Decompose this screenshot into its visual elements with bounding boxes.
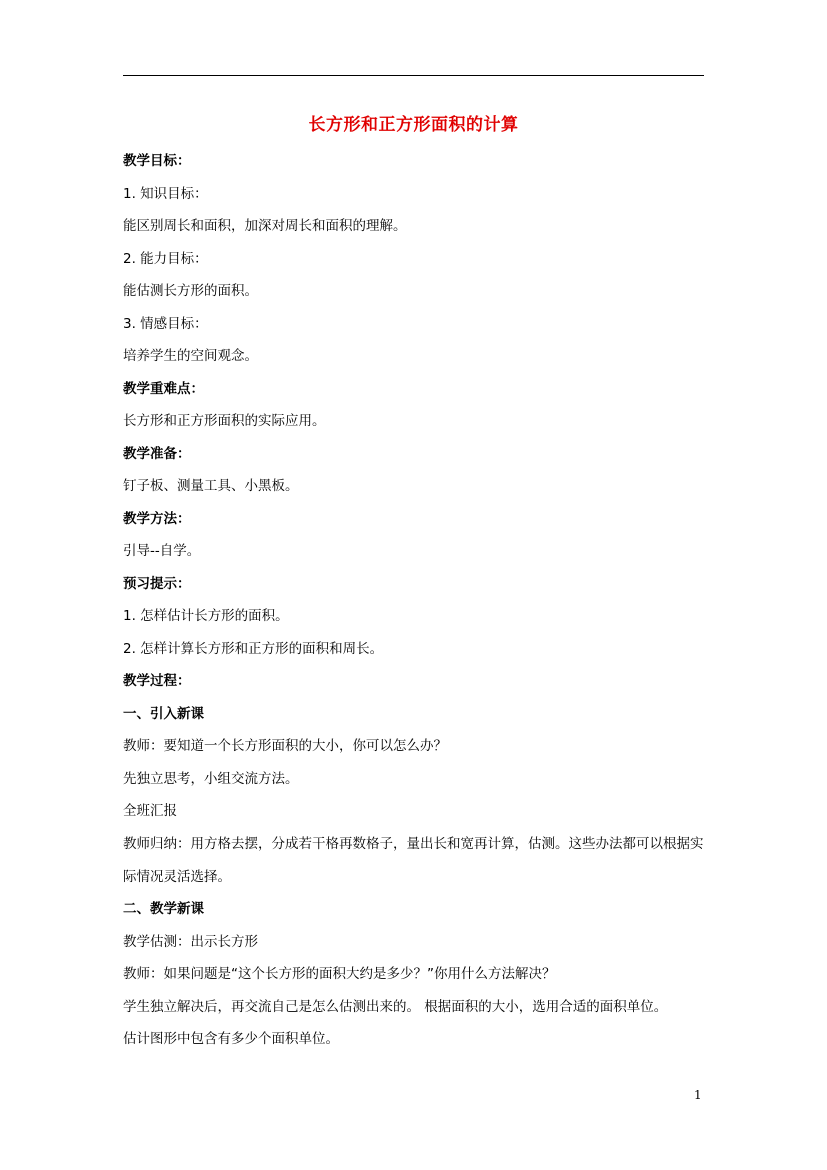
paragraph: 引导--自学。	[123, 543, 201, 559]
section-heading: 教学过程：	[123, 673, 191, 689]
header-rule	[123, 75, 704, 76]
paragraph: 能估测长方形的面积。	[123, 283, 258, 299]
page-number: 1	[694, 1088, 702, 1102]
paragraph: 先独立思考，小组交流方法。	[123, 770, 299, 787]
document-body	[123, 152, 713, 1063]
document-title: 长方形和正方形面积的计算	[308, 115, 519, 135]
paragraph: 培养学生的空间观念。	[123, 348, 258, 364]
paragraph: 估计图形中包含有多少个面积单位。	[123, 1031, 339, 1047]
paragraph: 教师：如果问题是“这个长方形的面积大约是多少？”你用什么方法解决？	[123, 966, 556, 982]
section-heading: 教学准备：	[123, 445, 191, 462]
paragraph: 教学目标：	[123, 153, 191, 169]
paragraph: 3. 情感目标：	[123, 315, 208, 332]
paragraph: 能区别周长和面积，加深对周长和面积的理解。	[123, 218, 407, 234]
paragraph: 1. 怎样估计长方形的面积。	[123, 608, 289, 624]
section-heading: 教学方法：	[123, 510, 191, 527]
paragraph: 2. 能力目标：	[123, 250, 208, 267]
paragraph: 教师归纳：用方格去摆，分成若干格再数格子，量出长和宽再计算，估测。这些办法都可以根据实际情况灵活选择。	[123, 836, 704, 885]
section-heading: 一、引入新课	[123, 705, 204, 722]
paragraph: 2. 怎样计算长方形和正方形的面积和周长。	[123, 640, 384, 657]
paragraph: 钉子板、测量工具、小黑板。	[123, 478, 299, 494]
paragraph: 全班汇报	[123, 803, 177, 819]
paragraph: 教师：要知道一个长方形面积的大小，你可以怎么办？	[123, 738, 447, 754]
paragraph: 学生独立解决后，再交流自己是怎么估测出来的。 根据面积的大小，选用合适的面积单位。	[123, 998, 668, 1015]
paragraph: 教学估测：出示长方形	[123, 933, 258, 950]
section-heading: 教学重难点：	[123, 380, 204, 397]
section-heading: 预习提示：	[123, 575, 191, 592]
paragraph: 长方形和正方形面积的实际应用。	[123, 413, 326, 429]
paragraph: 1. 知识目标：	[123, 185, 208, 202]
section-heading: 二、教学新课	[123, 901, 204, 917]
